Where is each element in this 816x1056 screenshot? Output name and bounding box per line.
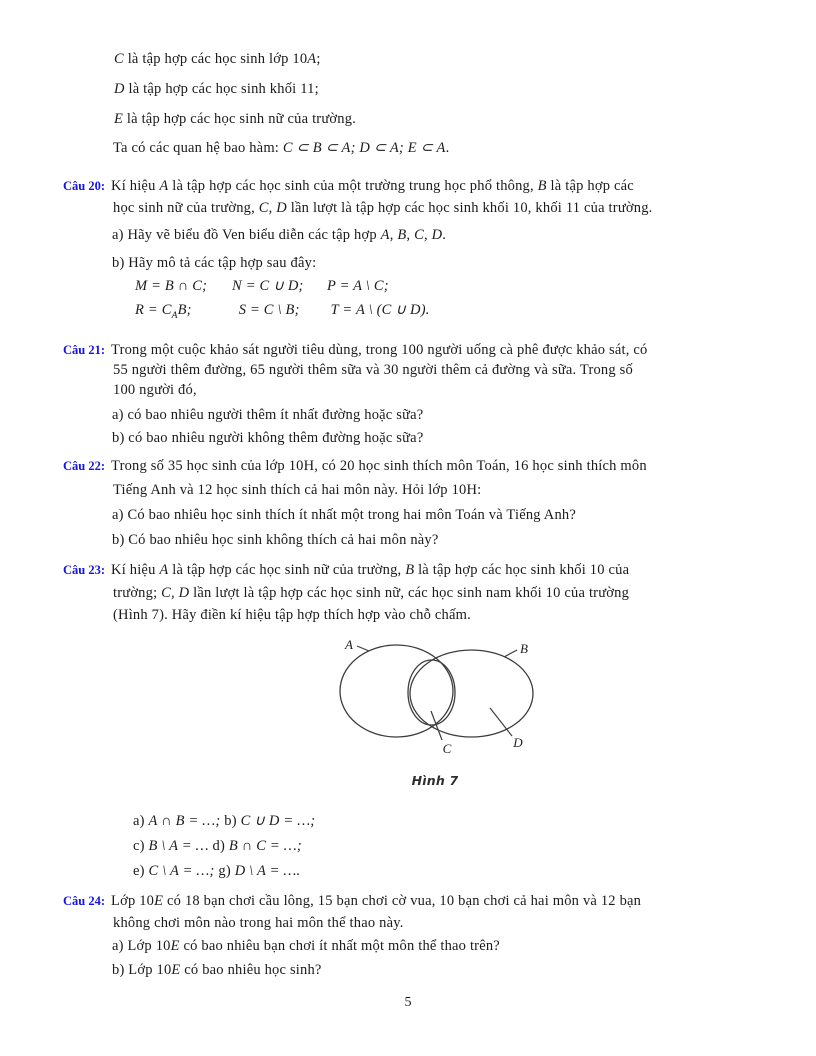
q21-line-1 — [63, 339, 647, 361]
intro-line-3: E là tập hợp các học sinh nữ của trường. — [114, 111, 356, 127]
venn-label-d: D — [513, 735, 523, 750]
intro-line-4: Ta có các quan hệ bao hàm: C ⊂ B ⊂ A; D ⊂ A; E ⊂ A. — [113, 140, 450, 156]
q23-label: Câu 23: — [63, 563, 106, 577]
q20-item-a: a) Hãy vẽ biểu đồ Ven biểu diễn các tập hợp A, B, C, D. — [112, 227, 447, 243]
venn-label-c: C — [442, 741, 452, 756]
q20-label: Câu 20: — [63, 179, 106, 193]
q21-label: Câu 21: — [63, 343, 106, 357]
venn-leader-line-a — [357, 646, 369, 651]
figure-caption: Hình 7 — [411, 773, 459, 788]
q21-line-1-text: Trong một cuộc khảo sát người tiêu dùng, trong 100 người uống cà phê được khảo sát, có — [111, 342, 648, 358]
q20-item-b: b) Hãy mô tả các tập hợp sau đây: — [112, 255, 317, 271]
q21-item-b: b) có bao nhiêu người không thêm đường hoặc sữa? — [112, 430, 424, 446]
q21-line-3: 100 người đó, — [113, 382, 197, 398]
q23-line-1 — [63, 559, 629, 581]
q24-line-1 — [63, 890, 641, 912]
q22-item-b: b) Có bao nhiêu học sinh không thích cả hai môn này? — [112, 532, 439, 548]
venn-label-b: B — [520, 641, 528, 656]
q22-line-1 — [63, 455, 647, 477]
q22-line-2: Tiếng Anh và 12 học sinh thích cả hai môn này. Hỏi lớp 10H: — [113, 482, 482, 498]
q23-line-2: trường; C, D lần lượt là tập hợp các học sinh nữ, các học sinh nam khối 10 của trường — [113, 585, 630, 601]
fill-row-2: c) B \ A = … d) B ∩ C = …; — [133, 838, 302, 854]
venn-diagram — [330, 638, 540, 764]
venn-ellipse-c — [408, 660, 455, 725]
q20-math-line-1: M = B ∩ C; N = C ∪ D; P = A \ C; — [135, 278, 389, 294]
q22-label: Câu 22: — [63, 459, 106, 473]
q24-line-1-text: Lớp 10E có 18 bạn chơi cầu lông, 15 bạn chơi cờ vua, 10 bạn chơi cả hai môn và 12 bạn — [111, 893, 642, 909]
q21-line-2: 55 người thêm đường, 65 người thêm sữa và 30 người thêm cả đường và sữa. Trong số — [113, 362, 633, 378]
fill-row-1: a) A ∩ B = …; b) C ∪ D = …; — [133, 813, 316, 829]
intro-line-1: C là tập hợp các học sinh lớp 10A; — [114, 51, 321, 67]
q23-line-1-text: Kí hiệu A là tập hợp các học sinh nữ của trường, B là tập hợp các học sinh khối 10 của — [111, 562, 630, 578]
q20-line-2: học sinh nữ của trường, C, D lần lượt là tập hợp các học sinh khối 10, khối 11 của trường. — [113, 200, 653, 216]
venn-ellipse-b — [410, 650, 533, 737]
q21-item-a: a) có bao nhiêu người thêm ít nhất đường hoặc sữa? — [112, 407, 424, 423]
intro-line-2: D là tập hợp các học sinh khối 11; — [114, 81, 319, 97]
page-number: 5 — [404, 995, 412, 1010]
fill-row-3: e) C \ A = …; g) D \ A = …. — [133, 863, 301, 879]
q22-line-1-text: Trong số 35 học sinh của lớp 10H, có 20 học sinh thích môn Toán, 16 học sinh thích môn — [111, 458, 647, 474]
venn-leader-line-b — [504, 650, 517, 657]
q24-item-a: a) Lớp 10E có bao nhiêu bạn chơi ít nhất một môn thể thao trên? — [112, 938, 500, 954]
q20-math-line-2: $R = C_AB$; S = C \ B; T = A \ (C ∪ D). — [135, 302, 430, 321]
q24-line-2: không chơi môn nào trong hai môn thể thao này. — [113, 915, 404, 931]
q23-line-3: (Hình 7). Hãy điền kí hiệu tập hợp thích hợp vào chỗ chấm. — [113, 607, 471, 623]
q24-label: Câu 24: — [63, 894, 106, 908]
q22-item-a: a) Có bao nhiêu học sinh thích ít nhất một trong hai môn Toán và Tiếng Anh? — [112, 507, 576, 523]
q20-line-1-text: Kí hiệu A là tập hợp các học sinh của một trường trung học phổ thông, B là tập hợp các — [111, 178, 634, 194]
q20-line-1 — [63, 175, 634, 197]
venn-label-a: A — [345, 638, 353, 652]
q24-item-b: b) Lớp 10E có bao nhiêu học sinh? — [112, 962, 322, 978]
